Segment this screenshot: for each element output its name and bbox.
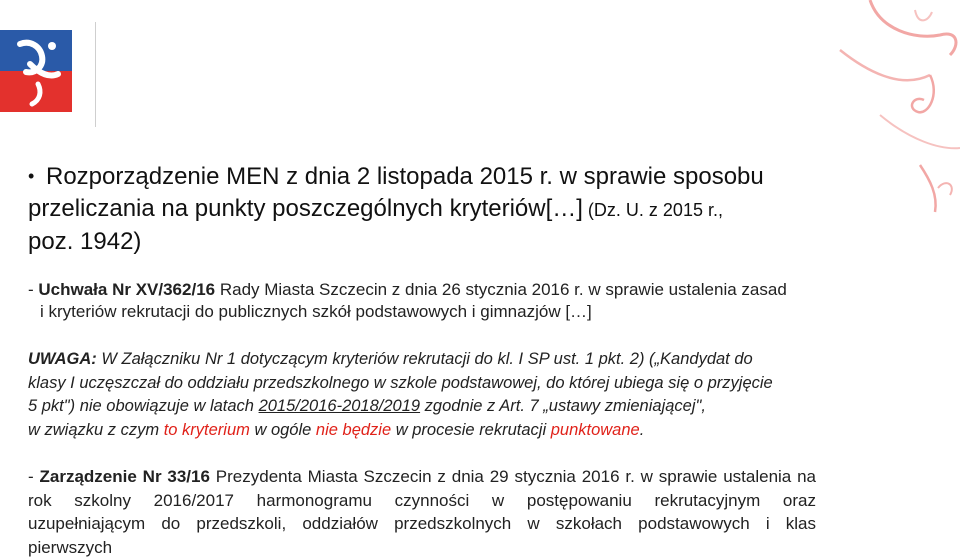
resolution-line-2: i kryteriów rekrutacji do publicznych szkół podstawowych i gimnazjów […] — [28, 301, 828, 323]
resolution-line-1: Rady Miasta Szczecin z dnia 26 stycznia 2016 r. w sprawie ustalenia zasad — [215, 280, 787, 299]
bullet-line-2: przeliczania na punkty poszczególnych kryteriów[…] — [28, 195, 583, 222]
note-line-4c: w procesie rekrutacji — [391, 421, 551, 439]
bullet-regulation — [28, 160, 858, 258]
note-line-3a: 5 pkt") nie obowiązuje w latach — [28, 397, 259, 415]
resolution-title: Uchwała Nr XV/362/16 — [38, 280, 215, 299]
ordinance-paragraph — [28, 465, 816, 559]
bullet-dot: • — [28, 160, 46, 192]
ordinance-line-1: Prezydenta Miasta Szczecin z dnia 29 stycznia 2016 r. w sprawie ustalenia na — [210, 467, 816, 486]
note-line-4b: w ogóle — [250, 421, 316, 439]
note-years: 2015/2016-2018/2019 — [259, 397, 421, 415]
ordinance-line-3: uzupełniającym do przedszkoli, oddziałów przedszkolnych w szkołach podstawowych i klas — [28, 512, 816, 536]
ordinance-line-4: pierwszych — [28, 536, 816, 559]
note-line-3b: zgodnie z Art. 7 „ustawy zmieniającej", — [420, 397, 706, 415]
note-paragraph — [28, 348, 818, 442]
bullet-line-3: poz. 1942) — [28, 228, 141, 255]
bullet-line-1: Rozporządzenie MEN z dnia 2 listopada 2015 r. w sprawie sposobu — [46, 163, 764, 190]
note-line-2: klasy I uczęszczał do oddziału przedszkolnego w szkole podstawowej, do której ubiega się o przyjęcie — [28, 372, 818, 396]
note-highlight-criterion: to kryterium — [164, 421, 250, 439]
note-label: UWAGA: — [28, 350, 97, 368]
note-line-4a: w związku z czym — [28, 421, 164, 439]
ordinance-title: Zarządzenie Nr 33/16 — [40, 467, 210, 486]
resolution-paragraph — [28, 279, 828, 323]
bullet-line-2-citation: (Dz. U. z 2015 r., — [583, 200, 723, 220]
note-highlight-not: nie będzie — [316, 421, 391, 439]
ordinance-prefix: - — [28, 467, 40, 486]
szczecin-logo-icon — [0, 30, 72, 112]
note-highlight-scored: punktowane — [551, 421, 640, 439]
resolution-prefix: - — [28, 280, 38, 299]
ordinance-line-2: rok szkolny 2016/2017 harmonogramu czynności w postępowaniu rekrutacyjnym oraz — [28, 489, 816, 513]
note-line-1: W Załączniku Nr 1 dotyczącym kryteriów rekrutacji do kl. I SP ust. 1 pkt. 2) („Kandydat do — [97, 350, 753, 368]
note-line-4-end: . — [640, 421, 645, 439]
header-divider — [95, 22, 96, 127]
